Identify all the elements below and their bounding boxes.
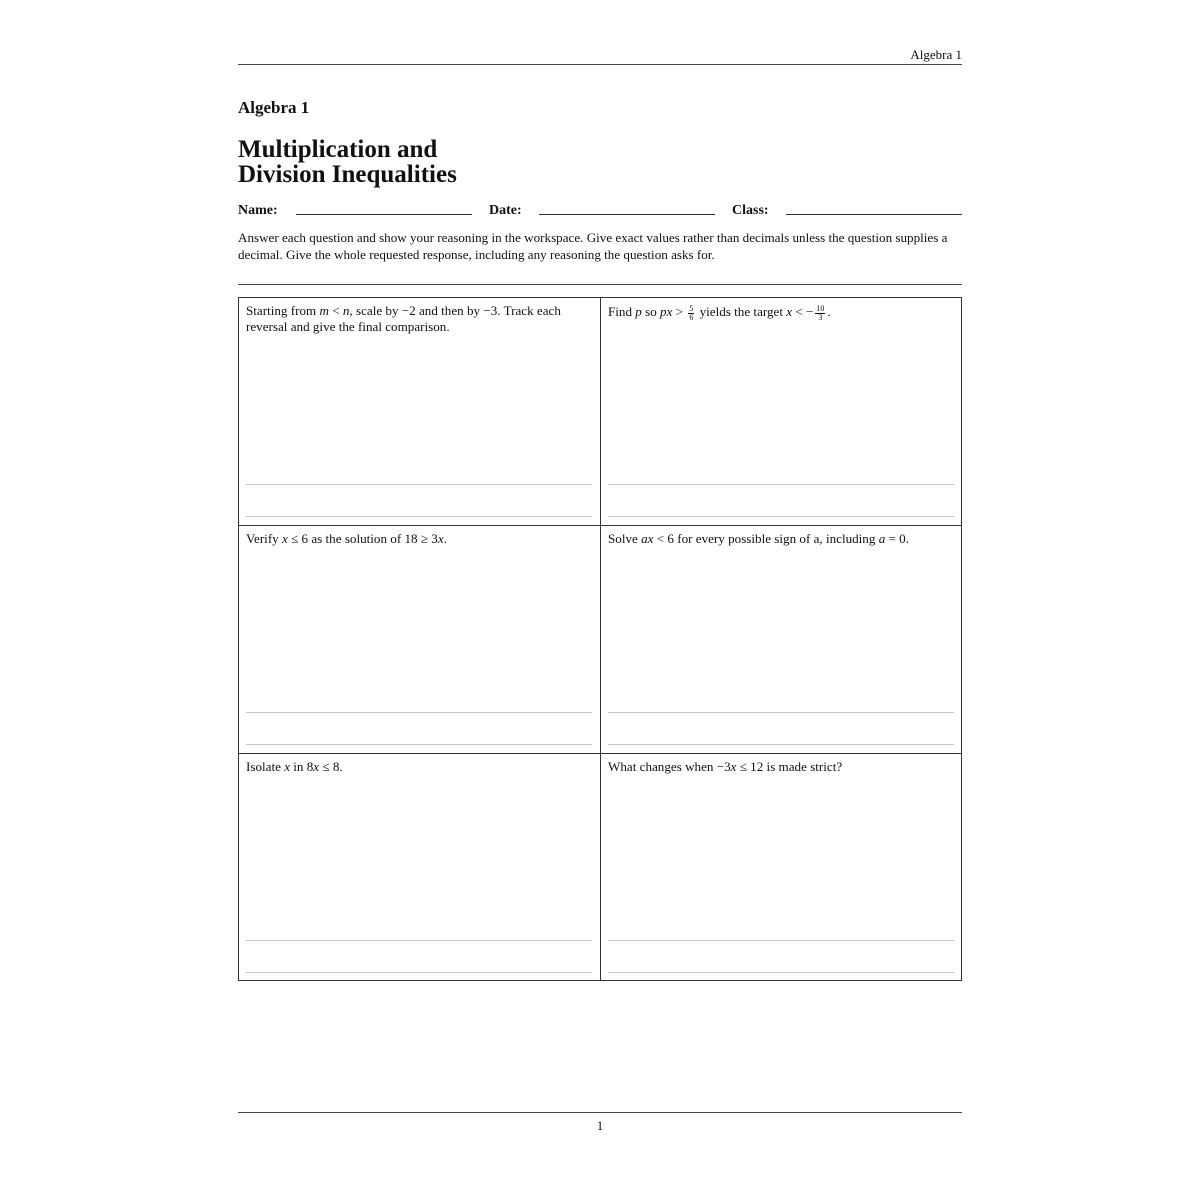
math-variable: x xyxy=(284,759,290,774)
question-cell xyxy=(239,526,600,753)
answer-line[interactable] xyxy=(246,972,592,973)
question-prompt: Solve ax < 6 for every possible sign of a, including a = 0. xyxy=(608,531,909,546)
name-label: Name: xyxy=(238,203,278,218)
math-variable: x xyxy=(730,759,737,774)
page-title xyxy=(238,137,738,187)
question-prompt: Starting from m < n, scale by −2 and then by −3. Track each reversal and give the final comparison. xyxy=(246,303,561,334)
page-title-line-2: Division Inequalities xyxy=(238,161,457,188)
date-field[interactable] xyxy=(539,214,715,215)
answer-line[interactable] xyxy=(608,972,954,973)
question-cell xyxy=(239,754,600,980)
answer-line[interactable] xyxy=(246,744,592,745)
page-title-line-1: Multiplication and xyxy=(238,136,438,163)
math-variable: a xyxy=(878,531,886,546)
fraction: $\frac{10}{3}$ xyxy=(816,303,825,322)
class-field[interactable] xyxy=(786,214,962,215)
course-name: Algebra 1 xyxy=(238,98,310,117)
math-variable: ax xyxy=(641,531,654,546)
running-header: Algebra 1 xyxy=(910,47,962,62)
instructions: Answer each question and show your reasoning in the workspace. Give exact values rather than decimals unless the question supplies a decimal. Give the whole requested response, including any reasoning the question asks for. xyxy=(238,230,948,262)
math-variable: x xyxy=(282,531,288,546)
math-variable: m xyxy=(319,303,329,318)
class-label: Class: xyxy=(732,203,769,218)
name-field[interactable] xyxy=(296,214,472,215)
question-grid xyxy=(238,297,962,981)
question-cell xyxy=(239,298,600,525)
footer-rule xyxy=(238,1112,962,1113)
answer-line[interactable] xyxy=(246,484,592,485)
question-prompt: What changes when −3x ≤ 12 is made strict? xyxy=(608,759,843,774)
question-prompt: Verify x ≤ 6 as the solution of 18 ≥ 3x. xyxy=(246,531,447,546)
question-cell xyxy=(601,298,961,525)
instructions-rule xyxy=(238,284,962,285)
math-variable: x xyxy=(313,759,320,774)
fraction: $\frac{5}{6}$ xyxy=(689,303,694,322)
header-rule xyxy=(238,64,962,65)
answer-line[interactable] xyxy=(608,744,954,745)
math-variable: n xyxy=(342,303,350,318)
math-variable: px xyxy=(660,304,673,319)
math-variable: x xyxy=(437,531,444,546)
answer-line[interactable] xyxy=(246,516,592,517)
answer-line[interactable] xyxy=(608,484,954,485)
math-variable: x xyxy=(786,304,793,319)
page-number: 1 xyxy=(596,1118,604,1133)
question-prompt: Isolate x in 8x ≤ 8. xyxy=(246,759,343,774)
math-variable: p xyxy=(635,304,642,319)
answer-line[interactable] xyxy=(608,712,954,713)
date-label: Date: xyxy=(489,203,522,218)
answer-line[interactable] xyxy=(608,516,954,517)
question-cell xyxy=(601,526,961,753)
question-prompt: Find p so px > $\frac{5}{6}$ yields the target x < − $\frac{10}{3}$ . xyxy=(608,303,831,322)
answer-line[interactable] xyxy=(608,940,954,941)
answer-line[interactable] xyxy=(246,712,592,713)
answer-line[interactable] xyxy=(246,940,592,941)
question-cell xyxy=(601,754,961,980)
